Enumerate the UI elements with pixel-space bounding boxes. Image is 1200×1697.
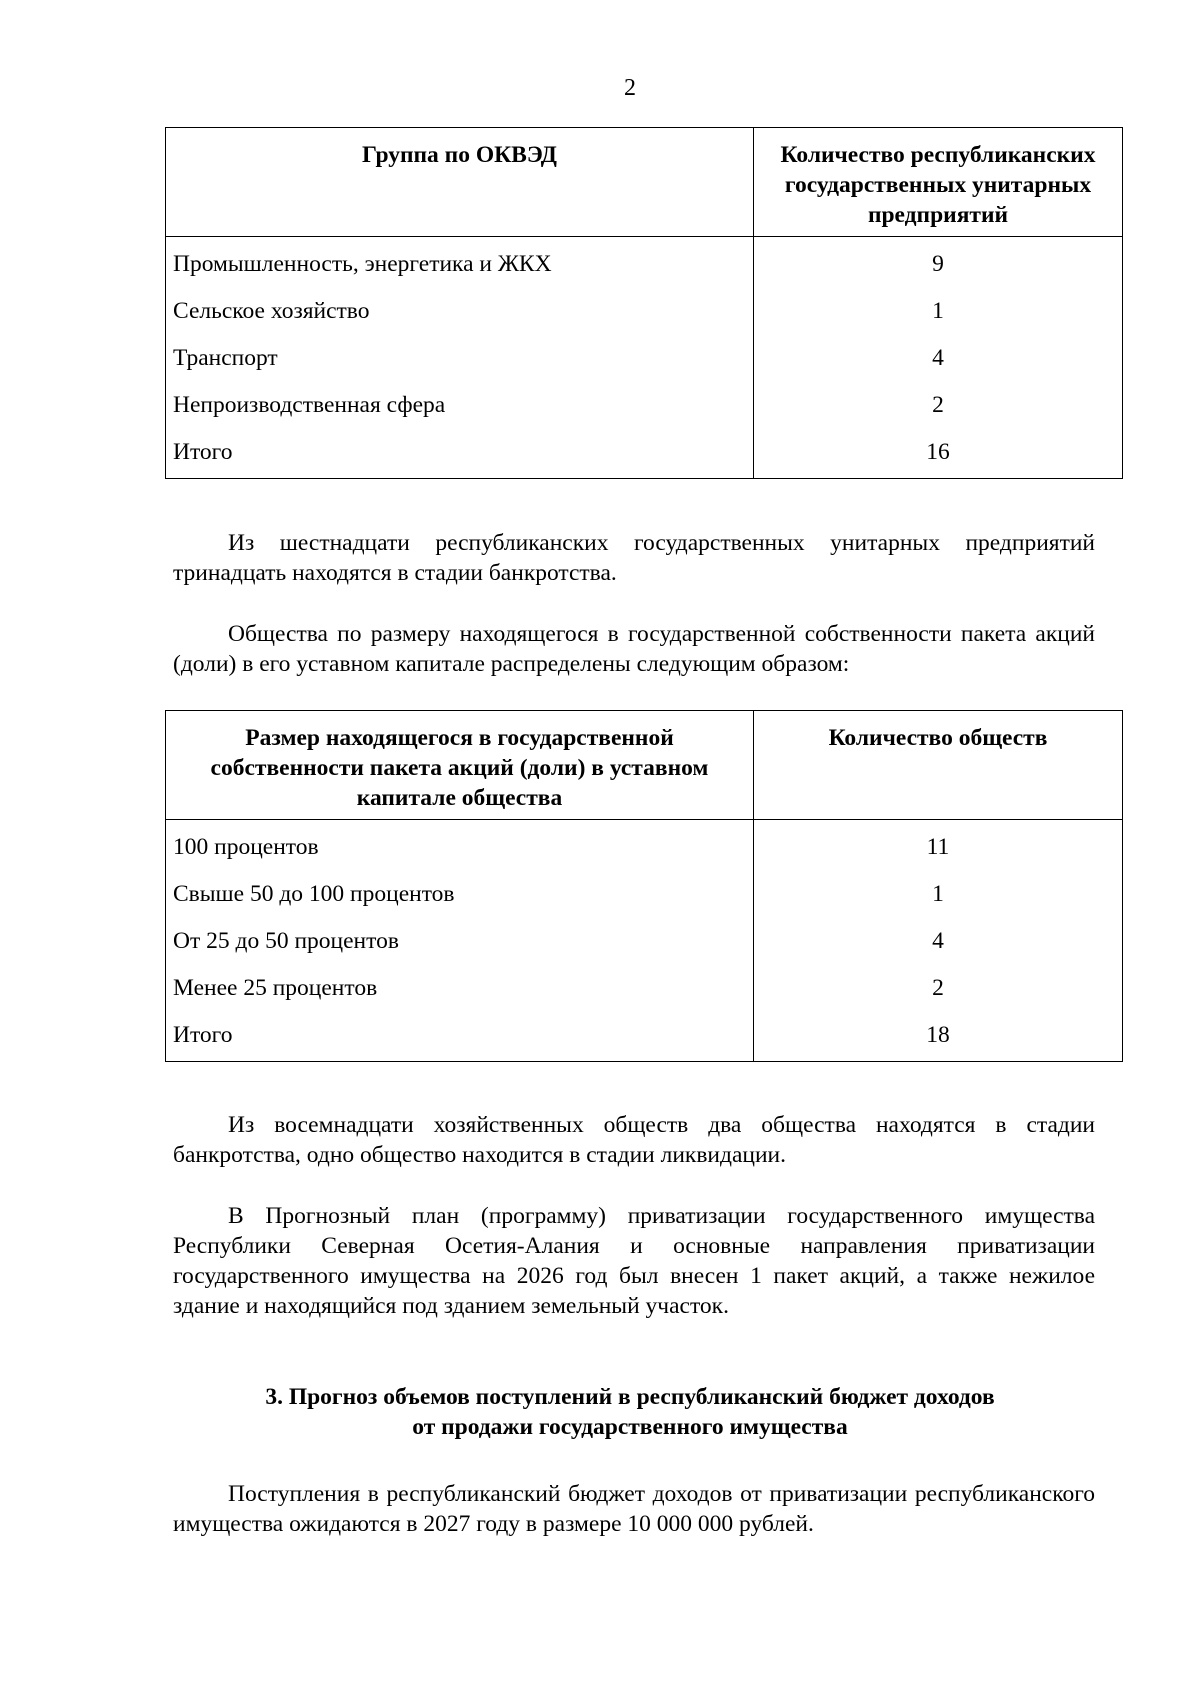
column-header-companies-count: Количество обществ bbox=[754, 711, 1123, 820]
paragraph-privatization-plan: В Прогнозный план (программу) приватизации государственного имущества Республики Северная Осетия-Алания и основные направления приватизации государственного имущества на 2026 год был внесен 1 пакет акций, а также нежилое здание и находящийся под зданием земельный участок. bbox=[173, 1203, 1095, 1319]
row-value: 1 bbox=[754, 871, 1123, 918]
table-header-row bbox=[166, 128, 1123, 237]
okved-table bbox=[165, 127, 1123, 479]
row-value: 4 bbox=[754, 918, 1123, 965]
row-label: Промышленность, энергетика и ЖКХ bbox=[166, 237, 754, 289]
table-row bbox=[166, 382, 1123, 429]
table-row-total bbox=[166, 429, 1123, 479]
column-header-group: Группа по ОКВЭД bbox=[166, 128, 754, 237]
section-heading-line-2: от продажи государственного имущества bbox=[412, 1414, 848, 1440]
table-row bbox=[166, 918, 1123, 965]
section-heading bbox=[160, 1382, 1100, 1442]
table-row bbox=[166, 965, 1123, 1012]
row-label: 100 процентов bbox=[166, 820, 754, 872]
row-value: 4 bbox=[754, 335, 1123, 382]
row-label: Свыше 50 до 100 процентов bbox=[166, 871, 754, 918]
row-value: 11 bbox=[754, 820, 1123, 872]
paragraph-bankruptcy-companies: Из восемнадцати хозяйственных обществ два общества находятся в стадии банкротства, одно общество находится в стадии ликвидации. bbox=[173, 1112, 1095, 1168]
row-value: 2 bbox=[754, 965, 1123, 1012]
page-number: 2 bbox=[624, 75, 636, 101]
row-label: Итого bbox=[166, 1012, 754, 1062]
row-value: 16 bbox=[754, 429, 1123, 479]
row-value: 2 bbox=[754, 382, 1123, 429]
table-header-row bbox=[166, 711, 1123, 820]
table-row bbox=[166, 288, 1123, 335]
row-label: Менее 25 процентов bbox=[166, 965, 754, 1012]
row-label: Сельское хозяйство bbox=[166, 288, 754, 335]
paragraph-shares-intro: Общества по размеру находящегося в государственной собственности пакета акций (доли) в его уставном капитале распределены следующим образом: bbox=[173, 621, 1095, 677]
row-label: Непроизводственная сфера bbox=[166, 382, 754, 429]
section-heading-line-1: 3. Прогноз объемов поступлений в республиканский бюджет доходов bbox=[265, 1384, 995, 1410]
paragraph-bankruptcy-enterprises: Из шестнадцати республиканских государственных унитарных предприятий тринадцать находятся в стадии банкротства. bbox=[173, 530, 1095, 586]
row-label: Транспорт bbox=[166, 335, 754, 382]
paragraph-revenue-forecast: Поступления в республиканский бюджет доходов от приватизации республиканского имущества ожидаются в 2027 году в размере 10 000 000 рублей. bbox=[173, 1481, 1095, 1537]
shares-table bbox=[165, 710, 1123, 1062]
column-header-share-size: Размер находящегося в государственной собственности пакета акций (доли) в уставном капитале общества bbox=[166, 711, 754, 820]
row-value: 9 bbox=[754, 237, 1123, 289]
table-row bbox=[166, 820, 1123, 872]
row-value: 18 bbox=[754, 1012, 1123, 1062]
table-row bbox=[166, 237, 1123, 289]
row-label: Итого bbox=[166, 429, 754, 479]
row-value: 1 bbox=[754, 288, 1123, 335]
table-row bbox=[166, 335, 1123, 382]
column-header-count: Количество республиканских государственных унитарных предприятий bbox=[754, 128, 1123, 237]
row-label: От 25 до 50 процентов bbox=[166, 918, 754, 965]
table-row bbox=[166, 871, 1123, 918]
table-row-total bbox=[166, 1012, 1123, 1062]
